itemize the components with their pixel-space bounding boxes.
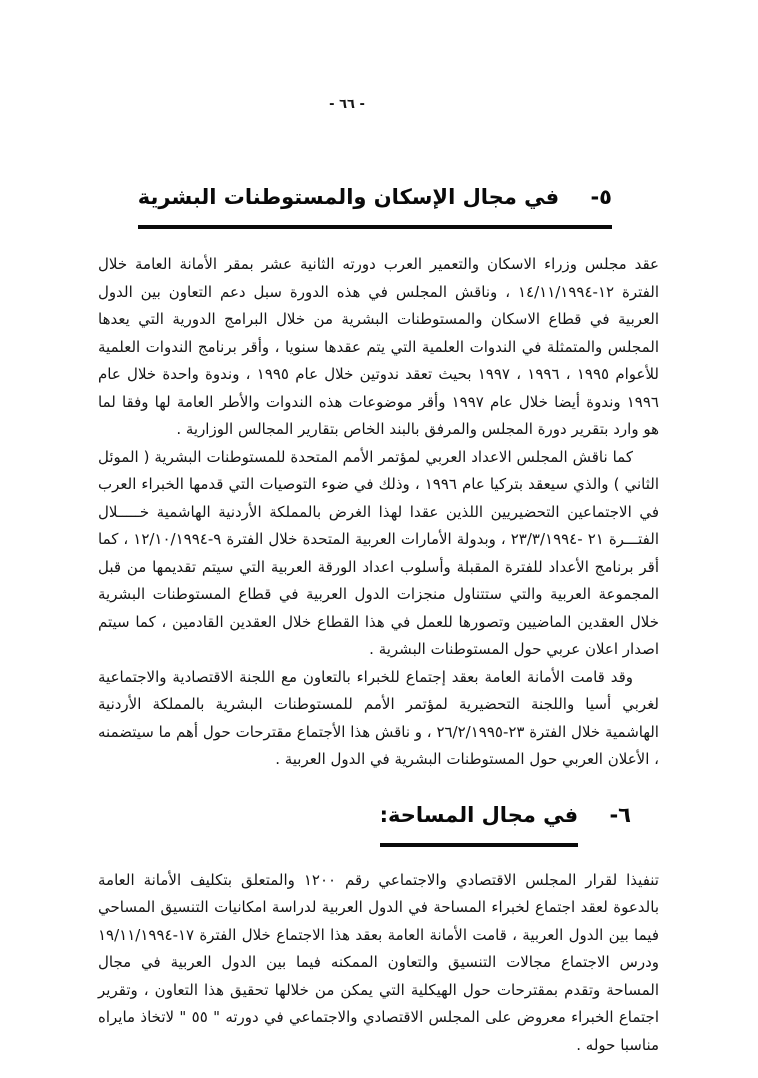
section-housing-title: في مجال الإسكان والمستوطنات البشرية	[137, 185, 560, 209]
section-housing-heading	[98, 182, 612, 229]
section-survey	[98, 800, 659, 1060]
housing-paragraph-3: وقد قامت الأمانة العامة بعقد إجتماع للخبراء بالتعاون مع اللجنة الاقتصادية والاجتماعية لغربي أسيا واللجنة التحضيرية لمؤتمر الأمم للمستوطنات البشرية بالمملكة الأردنية الهاشمية خلال الفترة ٢٣-٢٦/٢/١٩٩٥ ، و ناقش هذا الأجتماع مقترحات حول أهم ما سيتضمنه ، الأعلان العربي حول المستوطنات البشرية في الدول العربية .	[98, 667, 659, 768]
housing-paragraph-1: عقد مجلس وزراء الاسكان والتعمير العرب دورته الثانية عشر بمقر الأمانة العامة خلال الفترة ١٢-١٤/١١/١٩٩٤ ، وناقش المجلس في هذه الدورة سبل دعم التعاون بين الدول العربية في قطاع الاسكان والمستوطنات البشرية من خلال البرامج الدورية التي يعدها المجلس والمتمثلة في الندوات العلمية التي يتم عقدها سنويا ، وأقر برنامج الندوات العلمية للأعوام ١٩٩٥ ، ١٩٩٦ ، ١٩٩٧ بحيث تعقد ندوتين خلال عام ١٩٩٥ ، وندوة واحدة خلال عام ١٩٩٦ وندوة أيضا خلال عام ١٩٩٧ وأقر موضوعات هذه الندوات والأطر العامة لها وفقا لما هو وارد بتقرير دورة المجلس والمرفق بالبند الخاص بتقارير المجالس الوزارية .	[98, 255, 659, 438]
page-number: - ٦٦ -	[329, 97, 365, 112]
section-housing	[98, 182, 659, 774]
section-survey-title: في مجال المساحة:	[380, 800, 579, 847]
section-survey-number: ٦-	[609, 802, 631, 827]
survey-paragraph-1: تنفيذا لقرار المجلس الاقتصادي والاجتماعي رقم ١٢٠٠ والمتعلق بتكليف الأمانة العامة بالدعوة لعقد اجتماع لخبراء المساحة في الدول العربية لدراسة امكانيات التنسيق المساحي فيما بين الدول العربية ، قامت الأمانة العامة بعقد هذا الاجتماع خلال الفترة ١٧-١٩/١١/١٩٩٤ ودرس الاجتماع مجالات التنسيق والتعاون الممكنه فيما بين الدول العربية في مجال المساحة وتقدم بمقترحات حول الهيكلية التي يمكن من خلالها تحقيق هذا التعاون ، وتقرير اجتماع الخبراء معروض على المجلس الاقتصادي والاجتماعي في دورته " ٥٥ " لاتخاذ مايراه مناسبا حوله .	[98, 870, 659, 1054]
section-housing-number: ٥-	[590, 185, 612, 209]
page-content	[98, 182, 659, 1059]
housing-paragraph-2: كما ناقش المجلس الاعداد العربي لمؤتمر الأمم المتحدة للمستوطنات البشرية ( الموئل الثاني ) والذي سيعقد بتركيا عام ١٩٩٦ ، وذلك في ضوء التوصيات التي قدمها الخبراء العرب في الاجتماعين التحضيريين اللذين عقدا لهذا الغرض بالمملكة الأردنية الهاشمية خـــــلال الفتـــرة ٢١ -٢٣/٣/١٩٩٤ ، وبدولة الأمارات العربية المتحدة خلال الفترة ٩-١٢/١٠/١٩٩٤ ، كما أقر برنامج الأعداد للفترة المقبلة وأسلوب اعداد الورقة العربية التي سيتم تقديمها من قبل المجموعة العربية والتي ستتناول منجزات الدول العربية في قطاع المستوطنات البشرية خلال العقدين الماضيين وتصورها للعمل في هذا القطاع خلال العقدين القادمين ، كما سيتم اصدار اعلان عربي حول المستوطنات البشرية .	[98, 447, 659, 658]
section-housing-heading-underline	[138, 182, 612, 229]
section-survey-heading	[98, 800, 631, 847]
